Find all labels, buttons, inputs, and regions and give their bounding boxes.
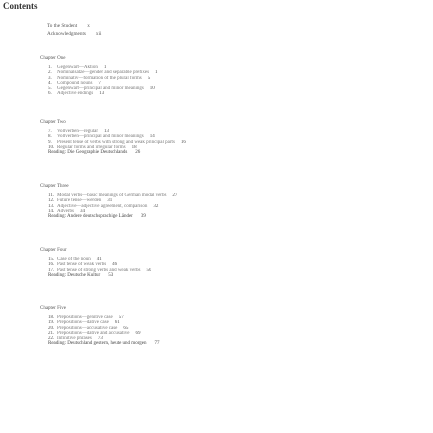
entry-number: 7. [48, 129, 52, 134]
entry-number: 5. [48, 86, 52, 92]
entry-number: 3. [48, 75, 52, 81]
reading-title: Reading: Deutschland gestern, heute und morgen [48, 341, 147, 347]
reading-entry[interactable] [48, 150, 186, 156]
entry-number: 12. [48, 198, 55, 204]
entry-page: 5 [147, 75, 151, 81]
entry-number: 21. [48, 330, 55, 336]
entry-number: 17. [48, 267, 55, 273]
entry-page: 69 [135, 330, 141, 336]
entry-number: 15. [48, 257, 55, 262]
chapter-one [40, 56, 158, 97]
chapter-two [40, 120, 186, 156]
reading-title: Reading: Die Geographie Deutschlands [48, 150, 128, 156]
entry-title: Vollverben—regular [57, 129, 99, 134]
entry-page: 14 [149, 134, 155, 140]
reading-page: 26 [135, 150, 141, 156]
chapter-five [40, 306, 160, 347]
chapter-three [40, 184, 177, 220]
entry-page: 34 [79, 208, 85, 214]
front-matter-page: x [87, 23, 90, 29]
entry-title: Nominativ—formation of the plural forms [57, 75, 142, 81]
entry-title: Modal verbs—basic meanings of German modal verbs [57, 193, 167, 198]
entry-title: Prepositions—genitive case [57, 315, 113, 320]
entry-page: 16 [180, 139, 186, 145]
chapter-heading: Chapter Five [40, 306, 66, 311]
entry-number: 8. [48, 134, 52, 140]
chapter-heading: Chapter Four [40, 248, 67, 253]
entry-number: 9. [48, 139, 52, 145]
reading-entry[interactable] [48, 341, 160, 347]
entry-page: 73 [97, 336, 103, 342]
chapter-heading: Chapter Three [40, 184, 69, 189]
entry-title: Future tense—werden [57, 198, 102, 204]
entry-page: 1 [155, 70, 158, 76]
entry-number: 14. [48, 208, 55, 214]
entry-page: 61 [114, 320, 120, 326]
entry-number: 22. [48, 336, 55, 342]
entry-number: 11. [48, 193, 55, 198]
entry-page: 32 [153, 203, 159, 209]
reading-page: 77 [154, 341, 160, 347]
entry-number: 18. [48, 315, 55, 320]
entry-title: Past tense of strong verbs and weak verbs [57, 267, 141, 273]
entry-title: Past tense of weak verbs [57, 262, 107, 268]
entry-page: 13 [99, 91, 105, 97]
entry-number: 4. [48, 80, 52, 86]
entry-number: 10. [48, 144, 55, 150]
entry-page: 65 [123, 325, 129, 331]
reading-title: Reading: Deutsche Kultur [48, 272, 101, 278]
entry-title: Adjective endings [57, 91, 94, 97]
front-matter-item[interactable] [47, 23, 101, 31]
entry-title: Regular forms and irregular forms [57, 144, 126, 150]
entry-title: Vollverben—principal and minor meanings [57, 134, 144, 140]
entry-page: 31 [107, 198, 113, 204]
entry-number: 19. [48, 320, 55, 326]
entry-page: 57 [118, 315, 124, 320]
chapter-four [40, 248, 151, 279]
reading-page: 39 [140, 214, 146, 220]
entry-page: 50 [146, 267, 152, 273]
front-matter-item[interactable] [47, 31, 101, 39]
reading-page: 53 [108, 272, 114, 278]
entry-number: 20. [48, 325, 55, 331]
entry-title: Adjective—adjective agreement, comparison [57, 203, 148, 209]
entry-number: 13. [48, 203, 55, 209]
entry-title: Prepositions—dative case [57, 320, 109, 326]
front-matter [47, 23, 101, 39]
reading-entry[interactable] [48, 214, 177, 220]
entry-title: Prepositions—accusative case [57, 325, 118, 331]
toc-entry[interactable] [48, 91, 158, 96]
entry-title: Prepositions—dative and accusative [57, 330, 130, 336]
entry-page: 27 [172, 193, 178, 198]
entry-number: 1. [48, 65, 52, 70]
chapter-heading: Chapter Two [40, 120, 66, 125]
entry-page: 10 [149, 86, 155, 92]
entry-title: Gegenwart—principal and minor meanings [57, 86, 144, 92]
entry-number: 6. [48, 91, 52, 97]
entry-title: Nominalsätze—gender and separable prefixes [57, 70, 150, 76]
front-matter-page: xii [95, 31, 102, 37]
chapter-heading: Chapter One [40, 56, 66, 61]
page-title: Contents [3, 1, 38, 11]
entry-number: 16. [48, 262, 55, 268]
entry-title: Gegenwart—Aktion [57, 65, 98, 70]
entry-title: Infinitive phrases [57, 336, 92, 342]
reading-title: Reading: Andere deutschsprachige Länder [48, 214, 133, 220]
entry-title: Case of the noun [57, 257, 91, 262]
entry-page: 13 [104, 129, 110, 134]
entry-title: Present tense of verbs with strong and weak principal parts [57, 139, 175, 145]
entry-page: 41 [96, 257, 102, 262]
entry-number: 2. [48, 70, 52, 76]
entry-title: Adverbs [57, 208, 74, 214]
entry-title: Compound nouns [57, 80, 93, 86]
front-matter-label: Acknowledgments [47, 31, 86, 37]
entry-page: 46 [112, 262, 118, 268]
entry-page: 1 [103, 65, 107, 70]
entry-page: 7 [98, 80, 101, 86]
reading-entry[interactable] [48, 273, 151, 279]
entry-page: 18 [131, 144, 137, 150]
front-matter-label: To the Student [47, 23, 78, 29]
